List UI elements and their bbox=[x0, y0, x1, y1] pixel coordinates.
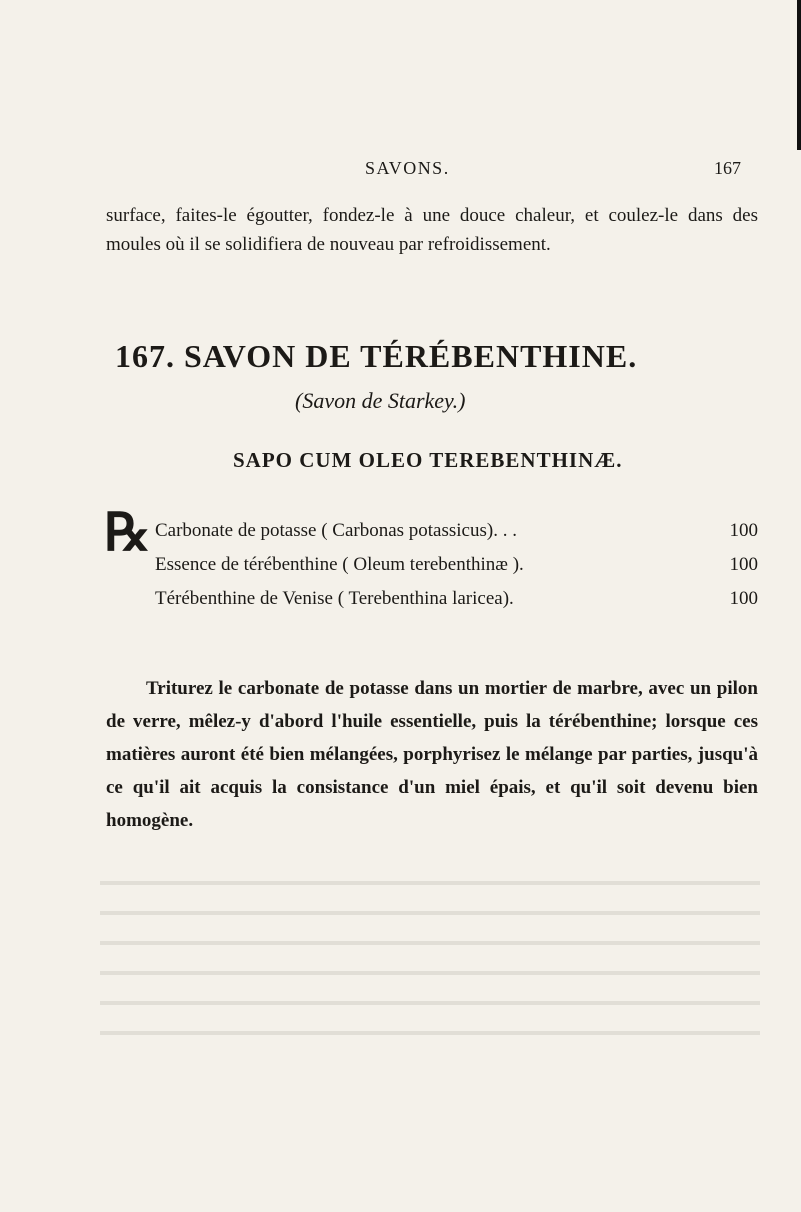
ingredient-row bbox=[155, 588, 758, 622]
ingredients-list bbox=[155, 520, 758, 622]
ingredient-quantity: 100 bbox=[729, 588, 758, 609]
rx-symbol: ℞ bbox=[104, 505, 151, 562]
ingredient-name: Carbonate de potasse ( Carbonas potassicus). . . bbox=[155, 520, 517, 541]
ingredient-quantity: 100 bbox=[729, 554, 758, 575]
page-edge-shadow bbox=[797, 0, 801, 150]
ingredient-row bbox=[155, 554, 758, 588]
bleed-through-texture bbox=[100, 855, 760, 1055]
recipe-title: 167. SAVON DE TÉRÉBENTHINE. bbox=[115, 338, 638, 374]
intro-paragraph: surface, faites-le égoutter, fondez-le à une douce chaleur, et coulez-le dans des moules où il se solidifiera de nouveau par refroidissement. bbox=[106, 205, 758, 255]
recipe-subtitle: (Savon de Starkey.) bbox=[295, 388, 466, 413]
ingredient-name: Térébenthine de Venise ( Terebenthina laricea). bbox=[155, 588, 514, 609]
ingredient-row bbox=[155, 520, 758, 554]
page-header bbox=[0, 158, 801, 184]
latin-title: SAPO CUM OLEO TEREBENTHINÆ. bbox=[233, 448, 623, 472]
ingredient-name: Essence de térébenthine ( Oleum terebenthinæ ). bbox=[155, 554, 524, 575]
ingredient-quantity: 100 bbox=[729, 520, 758, 541]
page-number: 167 bbox=[714, 158, 741, 178]
running-title: SAVONS. bbox=[365, 158, 450, 178]
instructions-paragraph: Triturez le carbonate de potasse dans un mortier de marbre, avec un pilon de verre, mêlez-y d'abord l'huile essentielle, puis la térébenthine; lorsque ces matières auront été bien mélangées, porphyrisez le mélange par parties, jusqu'à ce qu'il ait acquis la consistance d'un miel épais, et qu'il soit devenu bien homogène. bbox=[106, 678, 758, 831]
